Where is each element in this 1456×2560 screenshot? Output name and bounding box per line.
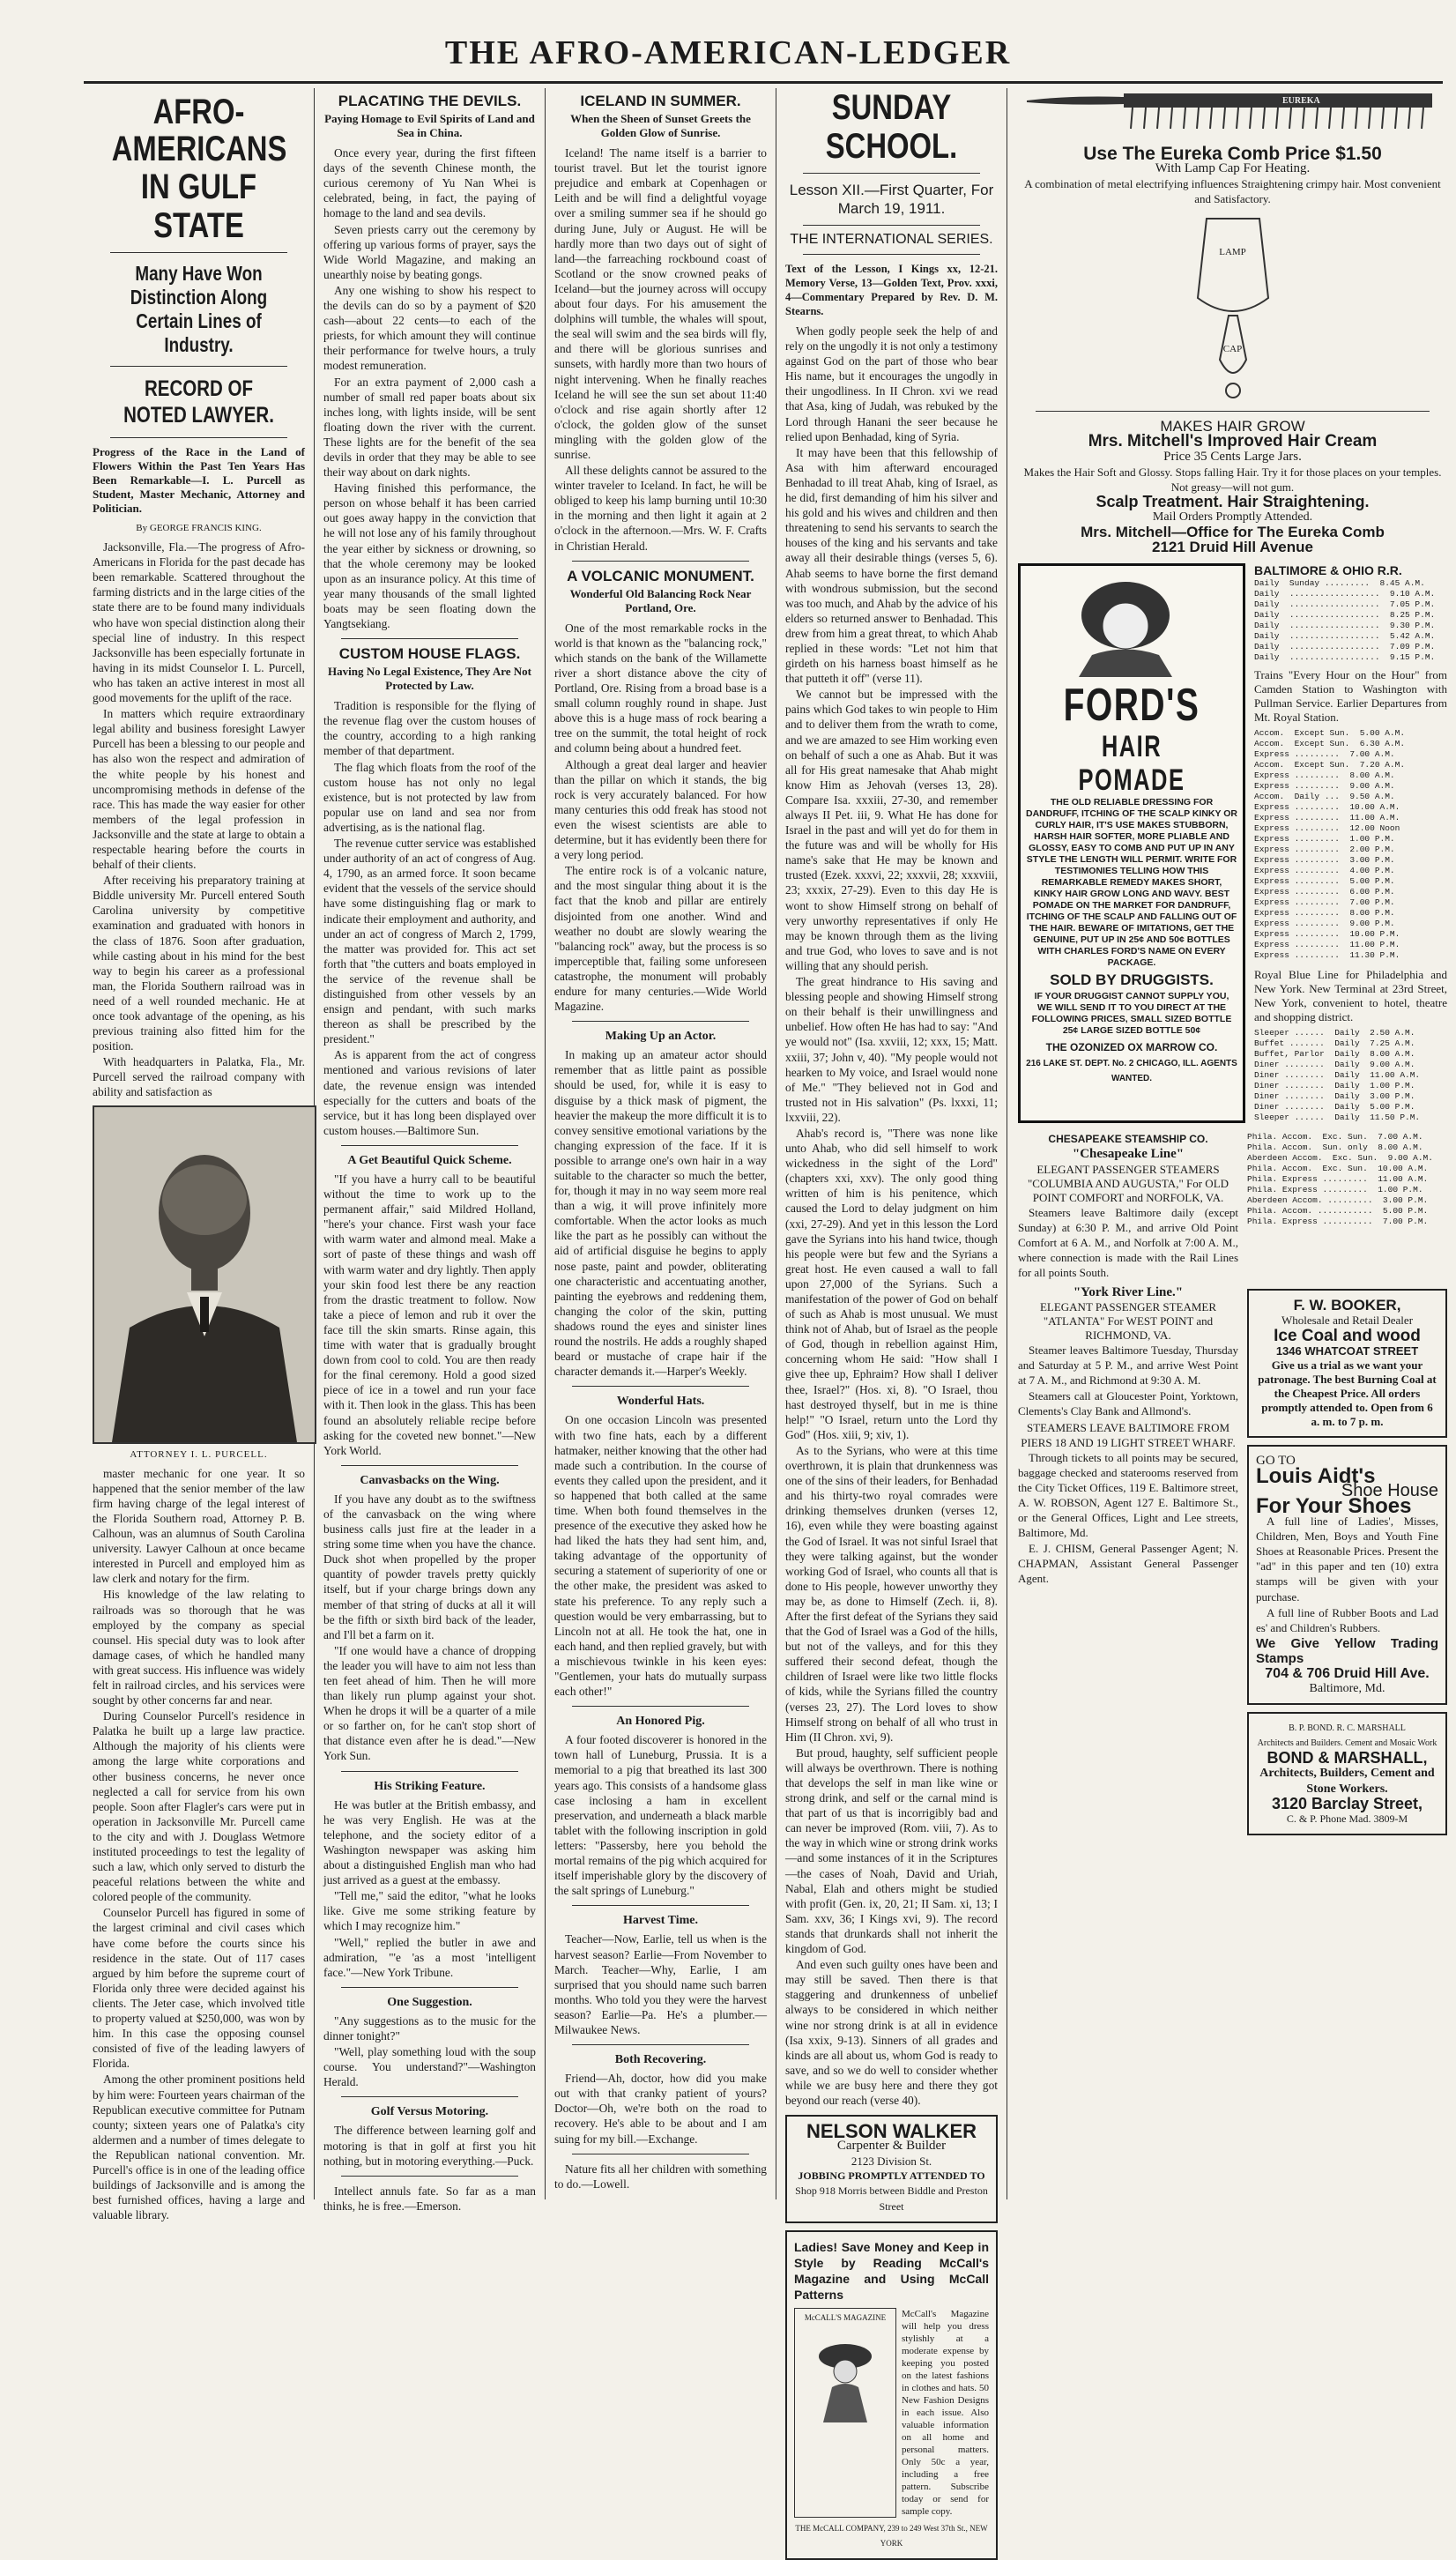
ad-title: Use The Eureka Comb Price $1.50	[1083, 144, 1382, 164]
ad-text: Architects and Builders. Cement and Mosaic Work	[1257, 1738, 1437, 1749]
comb-brand: EUREKA	[1282, 96, 1320, 106]
ad-fords-pomade	[1018, 563, 1245, 1123]
ad-title: Mrs. Mitchell's Improved Hair Cream	[1088, 432, 1378, 451]
ad-text: Ice Coal and wood	[1274, 1326, 1421, 1345]
article-heading: PLACATING THE DEVILS.	[338, 93, 522, 109]
article-heading: Making Up an Actor.	[605, 1030, 717, 1044]
article-subheading: Having No Legal Existence, They Are Not Protected by Law.	[328, 665, 531, 693]
ad-text: SOLD BY DRUGGISTS.	[1050, 971, 1214, 989]
article-heading: Harvest Time.	[622, 1914, 699, 1928]
paragraph: "If you have a hurry call to be beautiful without the time to work up to the permanent affair," said Mildred Holland, "here's your chance. First wash your face with warm water and almond meal. Make a sort of paste of these things and wash off with warm water and dry lightly. Then apply your skin food lest there be any reaction from the drastic treatment to follow. Now take a piece of lemon and rub it over the face till the skin smarts. Rinse again, this time with water that is gradually brought down from cool to cold. You are then ready for the final ceremony. Hold a good sized piece of ice in a towel and run your face with it. Then look in the glass. This has been found an absolutely reliable recipe before asking for the coveted new bonnet."—New York World.	[323, 1172, 536, 1457]
paragraph: Jacksonville, Fla.—The progress of Afro-Americans in Florida for the past decade has been remarkable. Scattered throughout the farming districts and in the large cities of the state there are to be found many individuals who have won special distinction along their special line of industry. In this respect Jacksonville has been especially fortunate in having in its midst Counselor I. L. Purcell, who has taken an active interest in most all good movements for the uplift of the race.	[93, 540, 305, 705]
timetable: Sleeper ...... Daily 2.50 A.M. Buffet ....... Daily 7.25 A.M. Buffet, Parlor Daily 8.00 A.M. Diner ........ Daily 9.00 A.M. Diner ........ Daily 11.00 A.M. Diner ........ Daily 1.00 P.M. Diner ........ Daily 3.00 P.M. Diner ........ Daily 5.00 P.M. Sleeper ...... Daily 11.50 P.M.	[1254, 1028, 1421, 1123]
paragraph: After receiving his preparatory training at Biddle university Mr. Purcell entered South Carolina university by competitive examination and graduated with honors in the class of 1876. Soon after graduation, while casting about in his mind for the best way to begin his career as a professional man, the Florida Southern railroad was in need of a well rounded mechanic. He at once took advantage of the opening, as his previous training also fitted him for the position.	[93, 874, 305, 1053]
article-heading: A Get Beautiful Quick Scheme.	[347, 1153, 512, 1167]
ad-text: Steamers leave Baltimore daily (except Sunday) at 6:30 P. M., and arrive Old Point Comfort at 6 A. M., and Norfolk at 7:00 A. M., where connection is made with the Rail Lines for all points South.	[1018, 1205, 1238, 1279]
ad-text: E. J. CHISM, General Passenger Agent; N. CHAPMAN, Assistant General Passenger Agent.	[1018, 1542, 1238, 1586]
lesson-line: Lesson XII.—First Quarter, For March 19, 1911.	[789, 182, 994, 217]
paragraph: Once every year, during the first fifteen days of the seventh Chinese month, the curious ceremony of Yu Nan Whei is celebrated, being, in fact, the paying of homage to the land and sea devils.	[323, 146, 536, 220]
article-heading: An Honored Pig.	[616, 1715, 705, 1729]
cap-label: CAP	[1222, 344, 1243, 355]
article-heading: ICELAND IN SUMMER.	[580, 93, 741, 109]
paragraph: In matters which require extraordinary legal ability and business foresight Lawyer Purcell has been a blessing to our people and has also won the respect and admiration of the white people by his honest and uncompromising methods in defense of the race. This has made the way easier for other members of the legal profession in Jacksonville and the state at large to obtain a respectable hearing before the courts in behalf of their clients.	[93, 707, 305, 872]
paragraph: We cannot but be impressed with the pains which God takes to win people to Him and to deliver them from the wrath to come, and we are amazed to see Him working even on behalf of such a one as Ahab. But it was all for His great namesake that Ahab might know Him as Jehovah (verses 13, 28). Compare Isa. xxxiii, 27-30, and remember always II Pet. iii, 9. What He has done for Israel in the past and will yet do for them in the future was and will be wholly for His name's sake that He may be known and trusted (Ezek. xxxvi, 22; xxxvii, 28; xxxviii, 23; xxxix, 27-29). Even to this day He is wont to show Himself strong on behalf of very unworthy representatives if only He may be known through them as the living and true God, who loves to save and is not willing that any should perish.	[785, 688, 998, 972]
ad-text: A combination of metal electrifying influences Straightening crimpy hair. Most convenient and Satisfactory.	[1024, 177, 1441, 206]
ad-text: A full line of Rubber Boots and Lad es' and Children's Rubbers.	[1256, 1605, 1438, 1634]
ad-booker-coal	[1247, 1289, 1447, 1437]
ad-title: FORD'S	[1063, 680, 1200, 732]
column-afro-americans	[84, 88, 315, 2222]
column-placating-devils	[315, 88, 546, 2213]
paragraph: And even such guilty ones have been and may still be saved. Then there is that staggering and drunkenness of unbelief always to be considered in which neither wine nor strong drink is at all in evidence (Isa xxix, 9-13). Sinners of all grades and kinds are all about us, whom God is ready to save, and so we do well to consider whether while we are busy here and there they got beyond our reach (verse 40).	[785, 1958, 998, 2107]
paragraph: But proud, haughty, self sufficient people will always be overthrown. There is nothing that develops the self in man like wine or strong drink, and self or the carnal mind is that part of us that is incorrigibly bad and can never be improved (Rom. viii, 7). As to the way in which wine or strong drink works—and some instances of it in the Scriptures—the cases of Noah, David and Uriah, Nabal, Elah and others might be studied with profit (Gen. ix, 20, 21; II Sam. xi, 13; I Sam. xxv, 36; I Kings xvi, 9). The record stands that drunkards shall not inherit the kingdom of God.	[785, 1745, 998, 1956]
paragraph: Although a great deal larger and heavier than the pillar on which it stands, the big rock is very accurately balanced. For how many centuries this odd freak has stood not even the wisest scientists are able to determine, but it has evidently been there for a very long period.	[554, 757, 767, 862]
portrait-caption: ATTORNEY I. L. PURCELL.	[130, 1448, 268, 1460]
paragraph: As to the Syrians, who were at this time overthrown, it is plain that drunkenness was one of the sins of their leaders, for Benhadad and his thirty-two royal comrades were drinking themselves drunken (verses 12, 16), even while they were boasting against the God of Israel. It was not sinful Israel that they were talking against, but the wonder working God of Israel, who counts all that is done to His people, however unworthy they may be, as done to Himself (Zech. ii, 8). After the first defeat of the Syrians they said that the God of Israel was a God of the hills, but not of the valleys, and for this they suffered their second defeat, though the children of Israel were like two little flocks of kids, while the Syrians filled the country (verses 23, 27). The Lord loves to show Himself strong on behalf of all who trust in Him (II Chron. xvi, 9).	[785, 1443, 998, 1744]
woman-portrait-illustration	[1026, 571, 1225, 677]
ad-text: THE McCALL COMPANY, 239 to 249 West 37th St., NEW YORK	[795, 2523, 988, 2548]
ad-text: McCall's Magazine will help you dress stylishly at a moderate expense by keeping you posted on the latest fashions in clothes and hats. 50 New Fashion Designs in each issue. Also valuable information on all home and personal matters. Only 50c a year, including a free pattern. Subscribe today or send for sample copy.	[902, 2308, 989, 2517]
ad-text: THE OZONIZED OX MARROW CO.	[1045, 1041, 1218, 1054]
article-subheading: Wonderful Old Balancing Rock Near Portland, Ore.	[569, 586, 752, 614]
ad-title: Louis Aidt's	[1256, 1463, 1376, 1488]
series-line: THE INTERNATIONAL SERIES.	[790, 232, 993, 247]
lamp-label: LAMP	[1219, 247, 1246, 258]
paragraph: The great hindrance to His saving and blessing people and showing Himself strong on their behalf is their unwillingness and unbelief. How often He has had to say: "And ye would not" (Isa. xxviii, 12; xxx, 15; Matt. xxiii, 37; John v, 40). "My people would not hearken to My voice, and Israel would none of Me." "They believed not in God and trusted not in His salvation" (Ps. lxxxi, 11; lxxviii, 22).	[785, 975, 998, 1124]
ad-text: We Give Yellow Trading Stamps	[1256, 1635, 1438, 1666]
ad-text: "Chesapeake Line"	[1072, 1147, 1185, 1162]
ad-text: 704 & 706 Druid Hill Ave.	[1265, 1666, 1430, 1681]
ad-text: JOBBING PROMPTLY ATTENDED TO	[798, 2169, 985, 2183]
ad-title: HAIR POMADE	[1078, 730, 1185, 798]
ad-text: Through tickets to all points may be secured, baggage checked and staterooms reserved from the City Ticket Offices, 119 E. Baltimore street, A. W. ROBSON, Agent 127 E. Baltimore St., or the General Offices, Light and Lee streets, Baltimore, Md.	[1018, 1450, 1238, 1540]
paragraph: Ahab's record is, "There was none like unto Ahab, who did sell himself to work wickedness in the sight of the Lord" (chapters xxi, xxv). The only good thing written of him is his penitence, which caused the Lord to delay judgment on him (xxi, 27-29). And yet in this lesson the Lord gave the Syrians into his hand twice, though his people were but few and the Syrians a great host. He even caused a wall to fall upon 27,000 of the Syrians. Such a manifestation of the power of God on behalf of such as Ahab is most unusual. We must think not of Ahab, but of Israel as the people of God, though in rebellion against Him, concerning whom He said: "How shall I give thee up, Ephraim? How shall I deliver thee, Israel?" (Hos. xi, 8). "O Israel, thou hast destroyed thyself, but in me is thine help!" "O Israel, return unto the Lord thy God" (Hos. xiii, 9; xiv, 1).	[785, 1126, 998, 1441]
comb-illustration	[1018, 88, 1447, 141]
ad-text: Baltimore, Md.	[1309, 1682, 1385, 1696]
ad-text: Scalp Treatment. Hair Straightening.	[1096, 492, 1370, 510]
ad-mccalls	[785, 2230, 998, 2560]
ad-chesapeake	[1018, 1132, 1238, 1842]
ad-text: Trains "Every Hour on the Hour" from Camden Station to Washington with Pullman Service. Earlier Departures from Mt. Royal Station.	[1254, 668, 1447, 725]
ad-title: BOND & MARSHALL,	[1267, 1749, 1428, 1767]
paragraph: A four footed discoverer is honored in the town hall of Luneburg, Prussia. It is a memorial to a pig that breathed its last 300 years ago. This consists of a handsome glass case inclosing a ham in excellent preservation, and underneath a black marble tablet with the following inscription in gold letters: "Passersby, here you behold the mortal remains of the pig which acquired for itself imperishable glory by the discovery of the salt springs of Luneburg."	[554, 1733, 767, 1898]
ad-text: Steamer leaves Baltimore Tuesday, Thursday and Saturday at 5 P. M., and arrive West Point at 7 A. M., and Richmond at 9:30 A. M.	[1018, 1343, 1238, 1388]
ad-text: "York River Line."	[1073, 1284, 1184, 1299]
paragraph: master mechanic for one year. It so happened that the senior member of the law firm having charge of the legal interest of the Florida Southern road, Attorney P. B. Calhoun, was an alumnus of South Carolina university. Lawyer Calhoun at once became interested in Purcell and employed him as law clerk and notary for the firm.	[93, 1466, 305, 1586]
headline: AFRO-AMERICANS	[111, 93, 287, 168]
timetable: Daily Sunday ......... 8.45 A.M. Daily .................. 9.10 A.M. Daily .................. 7.05 P.M. Daily .................. 8.25 P.M. Daily .................. 9.30 P.M. Daily .................. 5.42 A.M. Daily .................. 7.09 P.M. Daily .................. 9.15 P.M.	[1254, 578, 1436, 663]
ad-text: Royal Blue Line for Philadelphia and New York. New Terminal at 23rd Street, New York, convenient to hotel, theatre and shopping district.	[1254, 968, 1447, 1024]
paragraph: The entire rock is of a volcanic nature, and the most singular thing about it is the fact that the knob and pillar are entirely disjointed from one another. Wind and weather no doubt are slowly wearing the "balancing rock" away, but the process is so imperceptible that, failing some unforeseen catastrophe, the monument will probably endure for many centuries.—Wide World Magazine.	[554, 864, 767, 1014]
masthead-rule	[84, 81, 1443, 84]
ad-text: Wholesale and Retail Dealer	[1281, 1313, 1414, 1328]
ad-text: Shop 918 Morris between Biddle and Preston Street	[795, 2184, 988, 2213]
paragraph: Tradition is responsible for the flying of the revenue flag over the custom houses of the country, according to a high ranking member of that department.	[323, 699, 536, 758]
headline: SUNDAY SCHOOL.	[825, 88, 958, 166]
paragraph: "Well," replied the butler in awe and admiration, "'e 'as a most 'intelligent face."—New York Tribune.	[323, 1935, 536, 1979]
paragraph: Intellect annuls fate. So far as a man thinks, he is free.—Emerson.	[323, 2184, 536, 2213]
headline-2: IN GULF STATE	[140, 167, 257, 245]
paragraph: Any one wishing to show his respect to the devils can do so by a payment of $20 cash—about 22 cents—to each of the priests, for which amount they will continue their performance for twelve hours, a truly modest remuneration.	[323, 283, 536, 373]
article-heading: Wonderful Hats.	[616, 1395, 705, 1409]
timetable: Accom. Except Sun. 5.00 A.M. Accom. Except Sun. 6.30 A.M. Express ......... 7.00 A.M. Accom. Except Sun. 7.20 A.M. Express ......... 8.00 A.M. Express ......... 9.00 A.M. Accom. Daily ... 9.50 A.M. Express ......... 10.00 A.M. Express ......... 11.00 A.M. Express ......... 12.00 Noon Express ......... 1.00 P.M. Express ......... 2.00 P.M. Express ......... 3.00 P.M. Express ......... 4.00 P.M. Express ......... 5.00 P.M. Express ......... 6.00 P.M. Express ......... 7.00 P.M. Express ......... 8.00 P.M. Express ......... 9.00 P.M. Express ......... 10.00 P.M. Express ......... 11.00 P.M. Express ......... 11.30 P.M.	[1254, 728, 1406, 961]
article-heading: His Striking Feature.	[374, 1779, 486, 1793]
ad-text: With Lamp Cap For Heating.	[1155, 161, 1311, 176]
paragraph: When godly people seek the help of and rely on the ungodly it is not only a testimony against God on the part of those who bear His name, but it encourages the ungodly in their ungodliness. In II Chron. xvi we read that Asa, king of Judah, was rebuked by the Lord through Hanani the seer because he relied upon Benhadad, king of Syria.	[785, 324, 998, 443]
ad-text: IF YOUR DRUGGIST CANNOT SUPPLY YOU, WE WILL SEND IT TO YOU DIRECT AT THE FOLLOWING PRICES, SMALL SIZED BOTTLE 25¢ LARGE SIZED BOTTLE 50¢	[1031, 991, 1232, 1037]
ad-text: THE OLD RELIABLE DRESSING FOR DANDRUFF, ITCHING OF THE SCALP KINKY OR CURLY HAIR, IT'S USE MAKES STUBBORN, HARSH HAIR SOFTER, MORE PLIABLE AND GLOSSY, EASY TO COMB AND PUT UP IN ANY STYLE THE LENGTH WILL PERMIT. WRITE FOR TESTIMONIES TELLING HOW THIS REMARKABLE REMEDY MAKES SHORT, KINKY HAIR GROW LONG AND WAVY. BEST POMADE ON THE MARKET FOR DANDRUFF, ITCHING OF THE SCALP AND FALLING OUT OF THE HAIR. BEWARE OF IMITATIONS, GET THE GENUINE, PUT UP IN 25¢ AND 50¢ BOTTLES WITH CHARLES FORD'S NAME ON EVERY PACKAGE.	[1026, 797, 1237, 969]
lamp-cap-illustration	[1189, 210, 1277, 404]
paragraph: "Any suggestions as to the music for the dinner tonight?"	[323, 2013, 536, 2043]
timetable: Phila. Accom. Exc. Sun. 7.00 A.M. Phila. Accom. Sun. only 8.00 A.M. Aberdeen Accom. Exc. Sun. 9.00 A.M. Phila. Accom. Exc. Sun. 10.00 A.M. Phila. Express ......... 11.00 A.M. Phila. Express ......... 1.00 P.M. Aberdeen Accom. ......... 3.00 P.M. Phila. Accom. ........... 5.00 P.M. Phila. Express .......... 7.00 P.M.	[1247, 1132, 1433, 1227]
ad-text: 2123 Division St.	[851, 2154, 932, 2169]
byline: By GEORGE FRANCIS KING.	[136, 523, 262, 533]
magazine-cover-title: McCALL'S MAGAZINE	[804, 2312, 887, 2322]
ad-title: F. W. BOOKER,	[1293, 1297, 1401, 1314]
ad-louis-aidt	[1247, 1445, 1447, 1706]
ad-title: BALTIMORE & OHIO R.R.	[1254, 563, 1402, 578]
ad-text: ELEGANT PASSENGER STEAMERS "COLUMBIA AND AUGUSTA," For OLD POINT COMFORT and NORFOLK, VA.	[1027, 1162, 1229, 1204]
column-sunday-school	[776, 88, 1007, 2548]
summary: Progress of the Race in the Land of Flowers Within the Past Ten Years Has Been Remarkable—I. L. Purcell as Student, Master Mechanic, Attorney and Politician.	[93, 445, 305, 515]
paragraph: "If one would have a chance of dropping the leader you will have to aim not less than ten feet ahead of him. Then he will more than likely run plump against your shot. When he drops it will be a quarter of a mile or so farther on, for he can't stop short of that distance even after he is dead."—New York Sun.	[323, 1643, 536, 1763]
paragraph: The flag which floats from the roof of the custom house has not only no legal existence, but is not protected by law from popular use on land and sea nor from advertising, as is the national flag.	[323, 760, 536, 834]
ad-title: NELSON WALKER	[806, 2120, 977, 2143]
paragraph: The difference between learning golf and motoring is that in golf at first you hit nothing, but in motoring everything.—Puck.	[323, 2124, 536, 2168]
ad-text: Architects, Builders, Cement and Stone Workers.	[1259, 1767, 1435, 1796]
magazine-cover-illustration	[801, 2326, 889, 2422]
paragraph: As is apparent from the act of congress mentioned and various revisions of later date, the revenue ensign was intended especially for the cutters and boats of the service, but it has long been displayed over custom houses.—Baltimore Sun.	[323, 1048, 536, 1137]
article-heading: Both Recovering.	[614, 2053, 707, 2067]
masthead: THE AFRO-AMERICAN-LEDGER	[444, 34, 1012, 71]
article-heading: Canvasbacks on the Wing.	[360, 1473, 500, 1487]
ad-text: A full line of Ladies', Misses, Children, Men, Boys and Youth Fine Shoes at Reasonable Prices. Present the "ad" in this paper and ten (10) extra stamps will be given with your purchase.	[1256, 1514, 1438, 1604]
article-heading: A VOLCANIC MONUMENT.	[567, 567, 754, 584]
portrait-photo	[93, 1105, 316, 1444]
ad-text: Give us a trial as we want your patronage. The best Burning Coal at the Cheapest Price. All orders promptly attended to. Open from 6 a. m. to 7 p. m.	[1258, 1358, 1437, 1428]
paragraph: On one occasion Lincoln was presented with two fine hats, each by a different hatmaker, neither knowing that the other had made such a contribution. In the course of events they called upon the president, and it so happened that both called at the same time. When both found themselves in the presence of the executive they asked how he had liked the hats they had sent him, and, taking advantage of the opportunity of securing a statement of superiority of one or the other make, the president was asked to state his preference. To any reply such a question would be very embarrassing, but to Lincoln not at all. He took the hat, one in each hand, and then replied gravely, but with a mischievous twinkle in his keen eyes: "Gentlemen, your hats do mutually surpass each other!"	[554, 1413, 767, 1699]
paragraph: With headquarters in Palatka, Fla., Mr. Purcell served the railroad company with ability and satisfaction as	[93, 1055, 305, 1099]
ad-text: B. P. BOND. R. C. MARSHALL	[1289, 1723, 1406, 1734]
paragraph: One of the most remarkable rocks in the world is that known as the "balancing rock," which stands on the bank of the Willamette river a short distance above the city of Portland, Ore. Rising from a broad base is a small column roughly round in shape. Just above this is a huge mass of rock bearing a tree on the summit, the total height of rock and column being about a hundred feet.	[554, 621, 767, 755]
paragraph: During Counselor Purcell's residence in Palatka he built up a large law practice. Although the majority of his clients were among the large white corporations and other business concerns, he never once neglected a call for service from his own people. Soon after Flagler's cars were put in operation in Jacksonville Mr. Purcell came to the city and with J. Douglass Wetmore instituted proceedings to test the legality of such a law, which only served to disturb the peaceful relations between the white and colored people of the community.	[93, 1709, 305, 1904]
ad-text: 1346 WHATCOAT STREET	[1275, 1343, 1419, 1358]
paragraph: Having finished this performance, the person on whose behalf it has been carried out goes away happy in the conviction that he will not lose any of his family throughout the year either by sickness or drowning, so that the whole ceremony may be looked upon as an insurance policy. At this time of year many thousands of the small lighted boats may be seen floating down the Yangtsekiang.	[323, 481, 536, 630]
ad-text: Makes the Hair Soft and Glossy. Stops falling Hair. Try it for those places on your temples. Not greasy—will not gum.	[1023, 465, 1442, 494]
paragraph: Iceland! The name itself is a barrier to tourist travel. But let the tourist ignore prejudice and embark at Copenhagen or Leith and be will find a delightful voyage over a smiling summer sea if he should go during June, July or August. He will be hardly more than two days out of sight of land—the farreaching rockbound coast of Scotland or the snow crowned peaks of Iceland—but the journey across will occupy about four days. For his amusement the dolphins will tumble, the whales will spout, the seal will swim and the sea birds will fly, and there will be glorious sunrises and sunsets, with hardly more than two hours of night intervening. When he finally reaches Iceland he will see the sun set about 11:40 o'clock and rise again shortly after 12 o'clock, the golden glow of the sunset mingling with the golden glow of the sunrise.	[554, 146, 767, 461]
ad-title: CHESAPEAKE STEAMSHIP CO.	[1048, 1133, 1208, 1146]
ad-text: Mail Orders Promptly Attended.	[1152, 510, 1313, 524]
ad-title: MAKES HAIR GROW	[1160, 418, 1305, 435]
ad-text: STEAMERS LEAVE BALTIMORE FROM PIERS 18 AND 19 LIGHT STREET WHARF.	[1021, 1420, 1236, 1449]
ad-text: Carpenter & Builder	[836, 2139, 947, 2154]
ad-text: Shoe House	[1341, 1480, 1438, 1500]
article-subheading: When the Sheen of Sunset Greets the Golden Glow of Sunrise.	[570, 112, 751, 140]
deck-2: RECORD OF NOTED LAWYER.	[123, 376, 274, 428]
deck: Many Have Won Distinction Along Certain Lines of Industry.	[130, 262, 268, 356]
paragraph: Teacher—Now, Earlie, tell us when is the harvest season? Earlie—From November to March. Teacher—Why, Earlie, I am surprised that you should name such barren months. Who told you they were the harvest season? Earlie—Pa. He's a plumber.—Milwaukee News.	[554, 1932, 767, 2036]
paragraph: Friend—Ah, doctor, how did you make out with that cranky patient of yours? Doctor—Oh, we're both on the road to recovery. He's able to be about and I am suing for my bill.—Exchange.	[554, 2072, 767, 2146]
paragraph: If you have any doubt as to the swiftness of the canvasback on the wing where business calls just fire at the leader in a string some time when you have the chance. Duck shot when propelled by the proper quantity of powder travels pretty quickly itself, but if your charge brings down any member of that string of ducks at all it will be the fifth or sixth bird back of the leader, and I'll bet a farm on it.	[323, 1492, 536, 1641]
ad-title: Ladies! Save Money and Keep in Style by Reading McCall's Magazine and Using McCall Patterns	[794, 2239, 989, 2302]
paragraph: Seven priests carry out the ceremony by offering up various forms of prayer, says the Wide World Magazine, and making an unearthly noise by beating gongs.	[323, 222, 536, 281]
lesson-text: Text of the Lesson, I Kings xx, 12-21. Memory Verse, 13—Golden Text, Prov. xxxi, 4—Commentary Prepared by Rev. D. M. Stearns.	[785, 263, 998, 317]
ad-text: Price 35 Cents Large Jars.	[1163, 449, 1302, 464]
ad-baltimore-ohio	[1254, 563, 1447, 1123]
column-iceland	[546, 88, 776, 2199]
paragraph: The revenue cutter service was established under authority of an act of congress of Aug. 4, 1790, as an armed force. It soon became evident that the vessels of the service should have some distinguishing flag or mark to indicate their employment and authority, and under an act of congress of March 2, 1799, the matter was provided for. This act set forth that "the cutters and boats employed in the service of the revenue shall be distinguished from other vessels by an ensign and pendant, with such marks thereon as shall be prescribed by the president."	[323, 837, 536, 1046]
paragraph: For an extra payment of 2,000 cash a number of small red paper boats about six inches long, with lights inside, will be sent floating down the river with the current. These lights are for the benefit of the sea devils in order that they may be able to see their way about on dark nights.	[323, 375, 536, 480]
paragraph: Among the other prominent positions held by him were: Fourteen years chairman of the Republican executive committee for Putnam county; sixteen years one of Palatka's city aldermen and a number of times delegate to the Republican national convention. Mr. Purcell's office is in one of the leading office buildings of Jacksonville and is among the best furnished offices, having a large and valuable library.	[93, 2073, 305, 2222]
ad-text: GO TO	[1256, 1453, 1296, 1468]
article-heading: Golf Versus Motoring.	[370, 2105, 489, 2119]
article-heading: One Suggestion.	[387, 1995, 472, 2009]
ad-text: ELEGANT PASSENGER STEAMER "ATLANTA" For WEST POINT and RICHMOND, VA.	[1039, 1300, 1217, 1343]
article-subheading: Paying Homage to Evil Spirits of Land and Sea in China.	[324, 112, 535, 140]
paragraph: In making up an amateur actor should remember that as little paint as possible should be used, for, while it is easy to disguise by a thick mask of pigment, the heavier the makeup the more difficult it is to convey sensitive emotional variations by the changing expression of the face. If it is possible to arrange one's own hair in a way suitable to the character so much the better, for, though it may in no way seem more real than a wig, it will prove infinitely more comfortable. When the actor looks as much like the part as he possibly can without the aid of artificial disguise he begins to apply nose paste, paint and powder, obliterating one characteristic and accentuating another, painting the eyebrows and reddening them, changing the color of the skin, putting shadows round the eyes and sinister lines round the nostrils. He adds a roughly shaped beard or mustache of crape hair if the character demands it.—Harper's Weekly.	[554, 1048, 767, 1379]
paragraph: Nature fits all her children with something to do.—Lowell.	[554, 2162, 767, 2191]
paragraph: It may have been that this fellowship of Asa with him afterward encouraged Benhadad to ill treat Ahab, king of Israel, as he did, first demanding of him his silver and his gold and his wives and children and then threatening to send his servants to search the houses of the king and his servants and take away all their desirable things (verses 5, 6). Ahab seems to have borne the first demand with wondrous submission, but the second was too much, and Ahab by the advice of his elders so returned answer to Benhadad. This drew from him a great threat, to which Ahab replied in these words: "Let not him that girdeth on his harness boast himself as he that putteth it off" (verse 11).	[785, 445, 998, 686]
paragraph: Counselor Purcell has figured in some of the largest criminal and civil cases which have come before the courts since his residence in the state. Out of 117 cases argued by him before the supreme court of Florida only three were decided against his clients. The Jeter case, which involved title to property valued at $250,000, was won by him. In this case the opposing counsel consisted of five of the leading lawyers of Florida.	[93, 1906, 305, 2071]
paragraph: All these delights cannot be assured to the winter traveler to Iceland. In fact, he will be obliged to keep his lamp burning until 10:30 in the morning and then light it again at 2 o'clock in the afternoon.—Mrs. W. F. Crafts in Christian Herald.	[554, 464, 767, 553]
paragraph: He was butler at the British embassy, and he was very English. He was at the telephone, and the society editor of a Washington newspaper was asking him about a distinguished English man who had just arrived as a guest at the embassy.	[323, 1797, 536, 1887]
ad-text: 2121 Druid Hill Avenue	[1152, 539, 1313, 556]
ad-text: Mrs. Mitchell—Office for The Eureka Comb	[1081, 524, 1385, 541]
ad-bond-marshall	[1247, 1712, 1447, 1835]
ad-nelson-walker	[785, 2115, 998, 2223]
ad-text: 3120 Barclay Street,	[1271, 1794, 1423, 1812]
column-advertisements	[1007, 88, 1456, 2199]
ad-title: For Your Shoes	[1256, 1493, 1412, 1518]
paragraph: "Well, play something loud with the soup course. You understand?"—Washington Herald.	[323, 2045, 536, 2089]
paragraph: His knowledge of the law relating to railroads was so thorough that he was employed by the company as special counsel. His special duty was to look after damage cases, of which he handled many with great success. His influence was widely felt in railroad circles, and his services were sought by other concerns far and near.	[93, 1588, 305, 1708]
paragraph: "Tell me," said the editor, "what he looks like. Give me some striking feature by which I may recognize him."	[323, 1889, 536, 1933]
ad-text: 216 LAKE ST. DEPT. No. 2 CHICAGO, ILL. AGENTS WANTED.	[1026, 1058, 1237, 1083]
article-heading: CUSTOM HOUSE FLAGS.	[338, 645, 521, 663]
ad-text: Steamers call at Gloucester Point, Yorktown, Clements's Clay Bank and Allmond's.	[1018, 1389, 1238, 1418]
ad-text: C. & P. Phone Mad. 3809-M	[1286, 1812, 1408, 1825]
